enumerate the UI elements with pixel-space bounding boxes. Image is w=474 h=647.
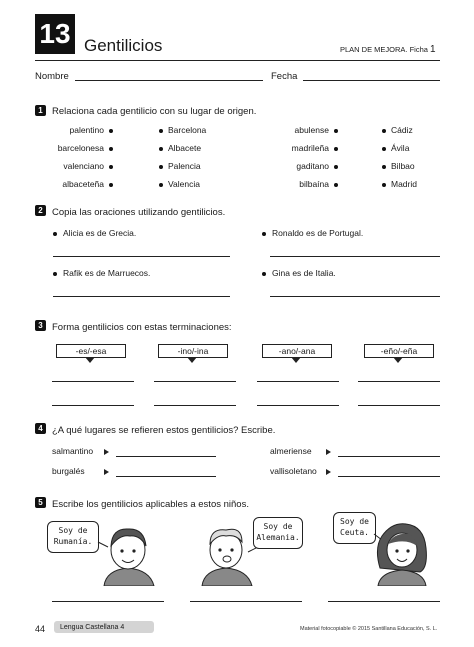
bullet-dot — [262, 272, 266, 276]
match-dot[interactable] — [159, 165, 163, 169]
match-dot[interactable] — [109, 165, 113, 169]
child-germany-illustration — [196, 520, 262, 586]
place-item: Barcelona — [168, 125, 207, 135]
nombre-label: Nombre — [35, 71, 69, 82]
place-item: Madrid — [391, 179, 417, 189]
copyright-notice: Material fotocopiable © 2015 Santillana Educación, S. L. — [300, 626, 438, 632]
fecha-field[interactable] — [303, 80, 440, 81]
bubble-text: Soy de — [340, 517, 369, 526]
page-number: 44 — [35, 624, 46, 634]
sentence-item: Alicia es de Grecia. — [63, 228, 137, 238]
match-dot[interactable] — [382, 129, 386, 133]
bullet-dot — [262, 232, 266, 236]
arrow-down-icon — [291, 357, 301, 363]
answer-line[interactable] — [190, 601, 302, 602]
gentilicio-item: burgalés — [52, 466, 85, 476]
plan-label: PLAN DE MEJORA. Ficha 1 — [340, 44, 436, 55]
ending-tag: -eño/-eña — [364, 344, 434, 358]
answer-line[interactable] — [257, 381, 339, 382]
match-dot[interactable] — [109, 183, 113, 187]
exercise-5-question: Escribe los gentilicios aplicables a estos niños. — [52, 499, 249, 510]
gentilicio-item: madrileña — [291, 143, 329, 153]
arrow-right-icon — [104, 449, 109, 455]
ending-tag: -ino/-ina — [158, 344, 228, 358]
exercise-2-number: 2 — [35, 205, 46, 216]
gentilicio-item: palentino — [69, 125, 104, 135]
bubble-text: Rumanía. — [53, 537, 93, 546]
book-label: Lengua Castellana 4 — [54, 621, 154, 633]
match-dot[interactable] — [109, 147, 113, 151]
exercise-3-number: 3 — [35, 320, 46, 331]
arrow-down-icon — [393, 357, 403, 363]
gentilicio-item: bilbaína — [299, 179, 329, 189]
place-item: Valencia — [168, 179, 200, 189]
sentence-item: Rafik es de Marruecos. — [63, 268, 151, 278]
gentilicio-item: vallisoletano — [270, 466, 317, 476]
child-romania-illustration — [96, 520, 162, 586]
match-dot[interactable] — [159, 147, 163, 151]
match-dot[interactable] — [334, 183, 338, 187]
gentilicio-item: almeriense — [270, 446, 312, 456]
answer-line[interactable] — [358, 381, 440, 382]
answer-line[interactable] — [338, 456, 440, 457]
match-dot[interactable] — [382, 147, 386, 151]
answer-line[interactable] — [53, 296, 230, 297]
answer-line[interactable] — [328, 601, 440, 602]
answer-line[interactable] — [270, 296, 440, 297]
exercise-5-number: 5 — [35, 497, 46, 508]
answer-line[interactable] — [270, 256, 440, 257]
place-item: Bilbao — [391, 161, 415, 171]
answer-line[interactable] — [116, 456, 216, 457]
gentilicio-item: albaceteña — [62, 179, 104, 189]
bubble-text: Soy de — [58, 526, 88, 535]
answer-line[interactable] — [116, 476, 216, 477]
answer-line[interactable] — [154, 405, 236, 406]
sentence-item: Ronaldo es de Portugal. — [272, 228, 364, 238]
bullet-dot — [53, 232, 57, 236]
arrow-down-icon — [187, 357, 197, 363]
arrow-right-icon — [104, 469, 109, 475]
fecha-label: Fecha — [271, 71, 298, 82]
bubble-text: Soy de — [263, 522, 293, 531]
nombre-field[interactable] — [75, 80, 263, 81]
header-divider — [35, 60, 440, 61]
exercise-2-question: Copia las oraciones utilizando gentilicios. — [52, 207, 226, 218]
answer-line[interactable] — [53, 256, 230, 257]
answer-line[interactable] — [52, 381, 134, 382]
arrow-right-icon — [326, 469, 331, 475]
gentilicio-item: barcelonesa — [57, 143, 104, 153]
match-dot[interactable] — [109, 129, 113, 133]
match-dot[interactable] — [159, 183, 163, 187]
gentilicio-item: salmantino — [52, 446, 94, 456]
speech-bubble-1 — [47, 521, 99, 553]
place-item: Cádiz — [391, 125, 413, 135]
child-ceuta-illustration — [370, 518, 436, 586]
answer-line[interactable] — [154, 381, 236, 382]
gentilicio-item: abulense — [294, 125, 329, 135]
bullet-dot — [53, 272, 57, 276]
answer-line[interactable] — [52, 601, 164, 602]
answer-line[interactable] — [52, 405, 134, 406]
match-dot[interactable] — [382, 165, 386, 169]
exercise-3-question: Forma gentilicios con estas terminaciones: — [52, 322, 232, 333]
arrow-right-icon — [326, 449, 331, 455]
bubble-text: Ceuta. — [340, 528, 369, 537]
exercise-4-number: 4 — [35, 423, 46, 434]
match-dot[interactable] — [382, 183, 386, 187]
match-dot[interactable] — [334, 147, 338, 151]
bubble-text: Alemania. — [256, 533, 300, 542]
gentilicio-item: valenciano — [63, 161, 104, 171]
match-dot[interactable] — [334, 129, 338, 133]
exercise-1-question: Relaciona cada gentilicio con su lugar de origen. — [52, 106, 257, 117]
plan-number: 1 — [430, 44, 436, 55]
answer-line[interactable] — [257, 405, 339, 406]
place-item: Ávila — [391, 143, 410, 153]
place-item: Albacete — [168, 143, 202, 153]
page-title: Gentilicios — [84, 36, 163, 55]
place-item: Palencia — [168, 161, 201, 171]
ending-tag: -ano/-ana — [262, 344, 332, 358]
answer-line[interactable] — [358, 405, 440, 406]
ending-tag: -es/-esa — [56, 344, 126, 358]
match-dot[interactable] — [334, 165, 338, 169]
exercise-1-number: 1 — [35, 105, 46, 116]
answer-line[interactable] — [338, 476, 440, 477]
exercise-4-question: ¿A qué lugares se refieren estos gentilicios? Escribe. — [52, 425, 276, 436]
arrow-down-icon — [85, 357, 95, 363]
unit-number-badge: 13 — [35, 14, 75, 54]
sentence-item: Gina es de Italia. — [272, 268, 336, 278]
gentilicio-item: gaditano — [296, 161, 329, 171]
match-dot[interactable] — [159, 129, 163, 133]
